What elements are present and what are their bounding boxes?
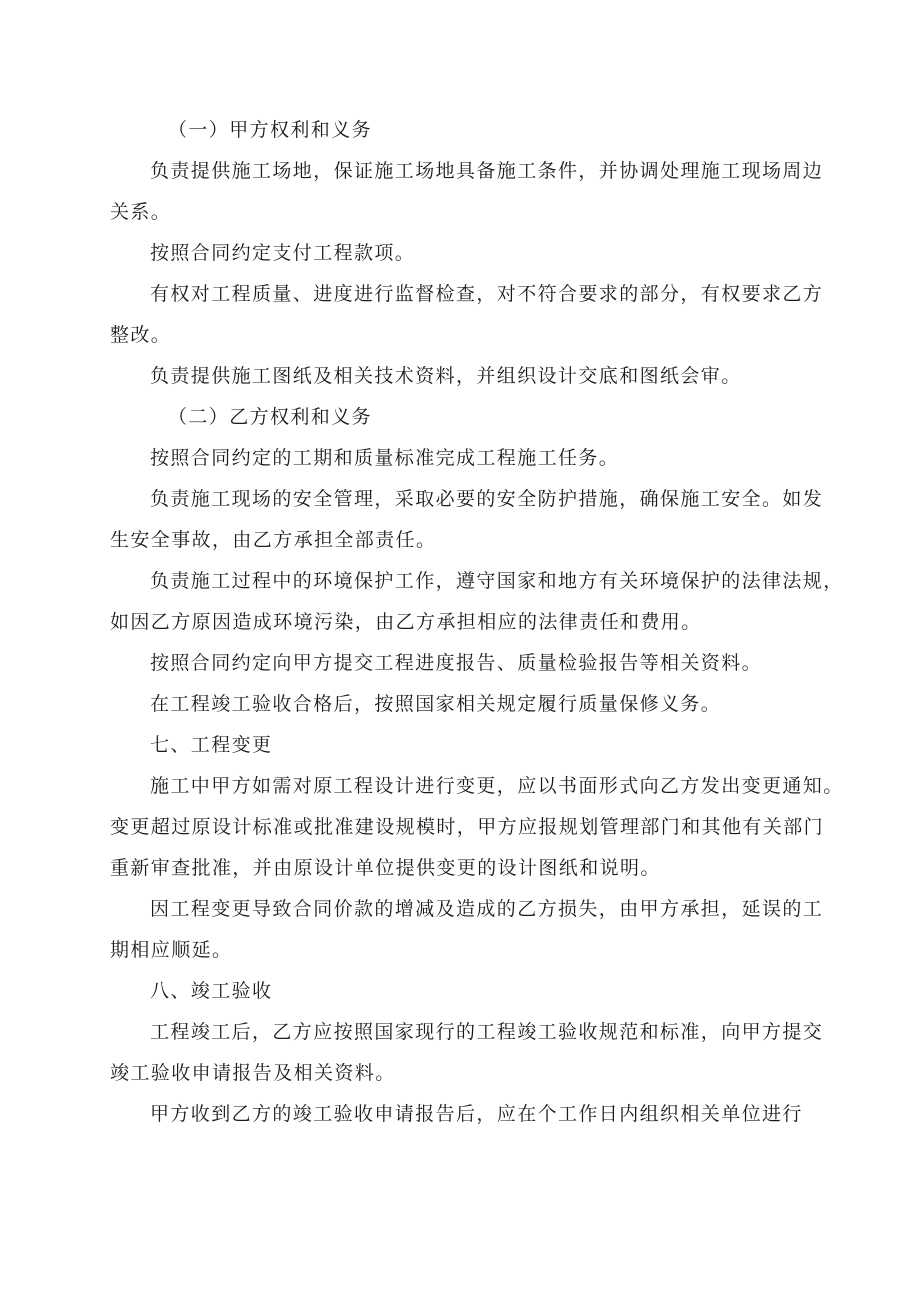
paragraph-line: 重新审查批准，并由原设计单位提供变更的设计图纸和说明。 [110,857,661,879]
paragraph-line: 整改。 [110,324,172,346]
paragraph-line: 因工程变更导致合同价款的增减及造成的乙方损失，由甲方承担，延误的工 [150,898,824,920]
section-heading-acceptance: 八、竣工验收 [150,980,273,1002]
paragraph-line: 负责施工过程中的环境保护工作，遵守国家和地方有关环境保护的法律法规， [150,570,844,592]
paragraph-line: 按照合同约定支付工程款项。 [150,242,416,264]
paragraph-line: 有权对工程质量、进度进行监督检查，对不符合要求的部分，有权要求乙方 [150,283,824,305]
paragraph-line: 生安全事故，由乙方承担全部责任。 [110,529,437,551]
paragraph-line: 负责提供施工图纸及相关技术资料，并组织设计交底和图纸会审。 [150,365,742,387]
paragraph-line: 甲方收到乙方的竣工验收申请报告后，应在个工作日内组织相关单位进行 [150,1103,803,1125]
section-heading-party-b: （二）乙方权利和义务 [168,406,373,428]
document-page [110,110,844,1135]
section-heading-party-a: （一）甲方权利和义务 [168,119,373,141]
paragraph-line: 施工中甲方如需对原工程设计进行变更，应以书面形式向乙方发出变更通知。 [150,775,844,797]
paragraph-line: 按照合同约定向甲方提交工程进度报告、质量检验报告等相关资料。 [150,652,763,674]
paragraph-line: 变更超过原设计标准或批准建设规模时，甲方应报规划管理部门和其他有关部门 [110,816,825,838]
paragraph-line: 负责施工现场的安全管理，采取必要的安全防护措施，确保施工安全。如发 [150,488,824,510]
paragraph-line: 负责提供施工场地，保证施工场地具备施工条件，并协调处理施工现场周边 [150,160,824,182]
paragraph-line: 工程竣工后，乙方应按照国家现行的工程竣工验收规范和标准，向甲方提交 [150,1021,824,1043]
paragraph-line: 关系。 [110,201,172,223]
paragraph-line: 如因乙方原因造成环境污染，由乙方承担相应的法律责任和费用。 [110,611,702,633]
paragraph-line: 按照合同约定的工期和质量标准完成工程施工任务。 [150,447,620,469]
paragraph-line: 竣工验收申请报告及相关资料。 [110,1062,396,1084]
paragraph-line: 在工程竣工验收合格后，按照国家相关规定履行质量保修义务。 [150,693,722,715]
paragraph-line: 期相应顺延。 [110,939,233,961]
section-heading-changes: 七、工程变更 [150,734,273,756]
